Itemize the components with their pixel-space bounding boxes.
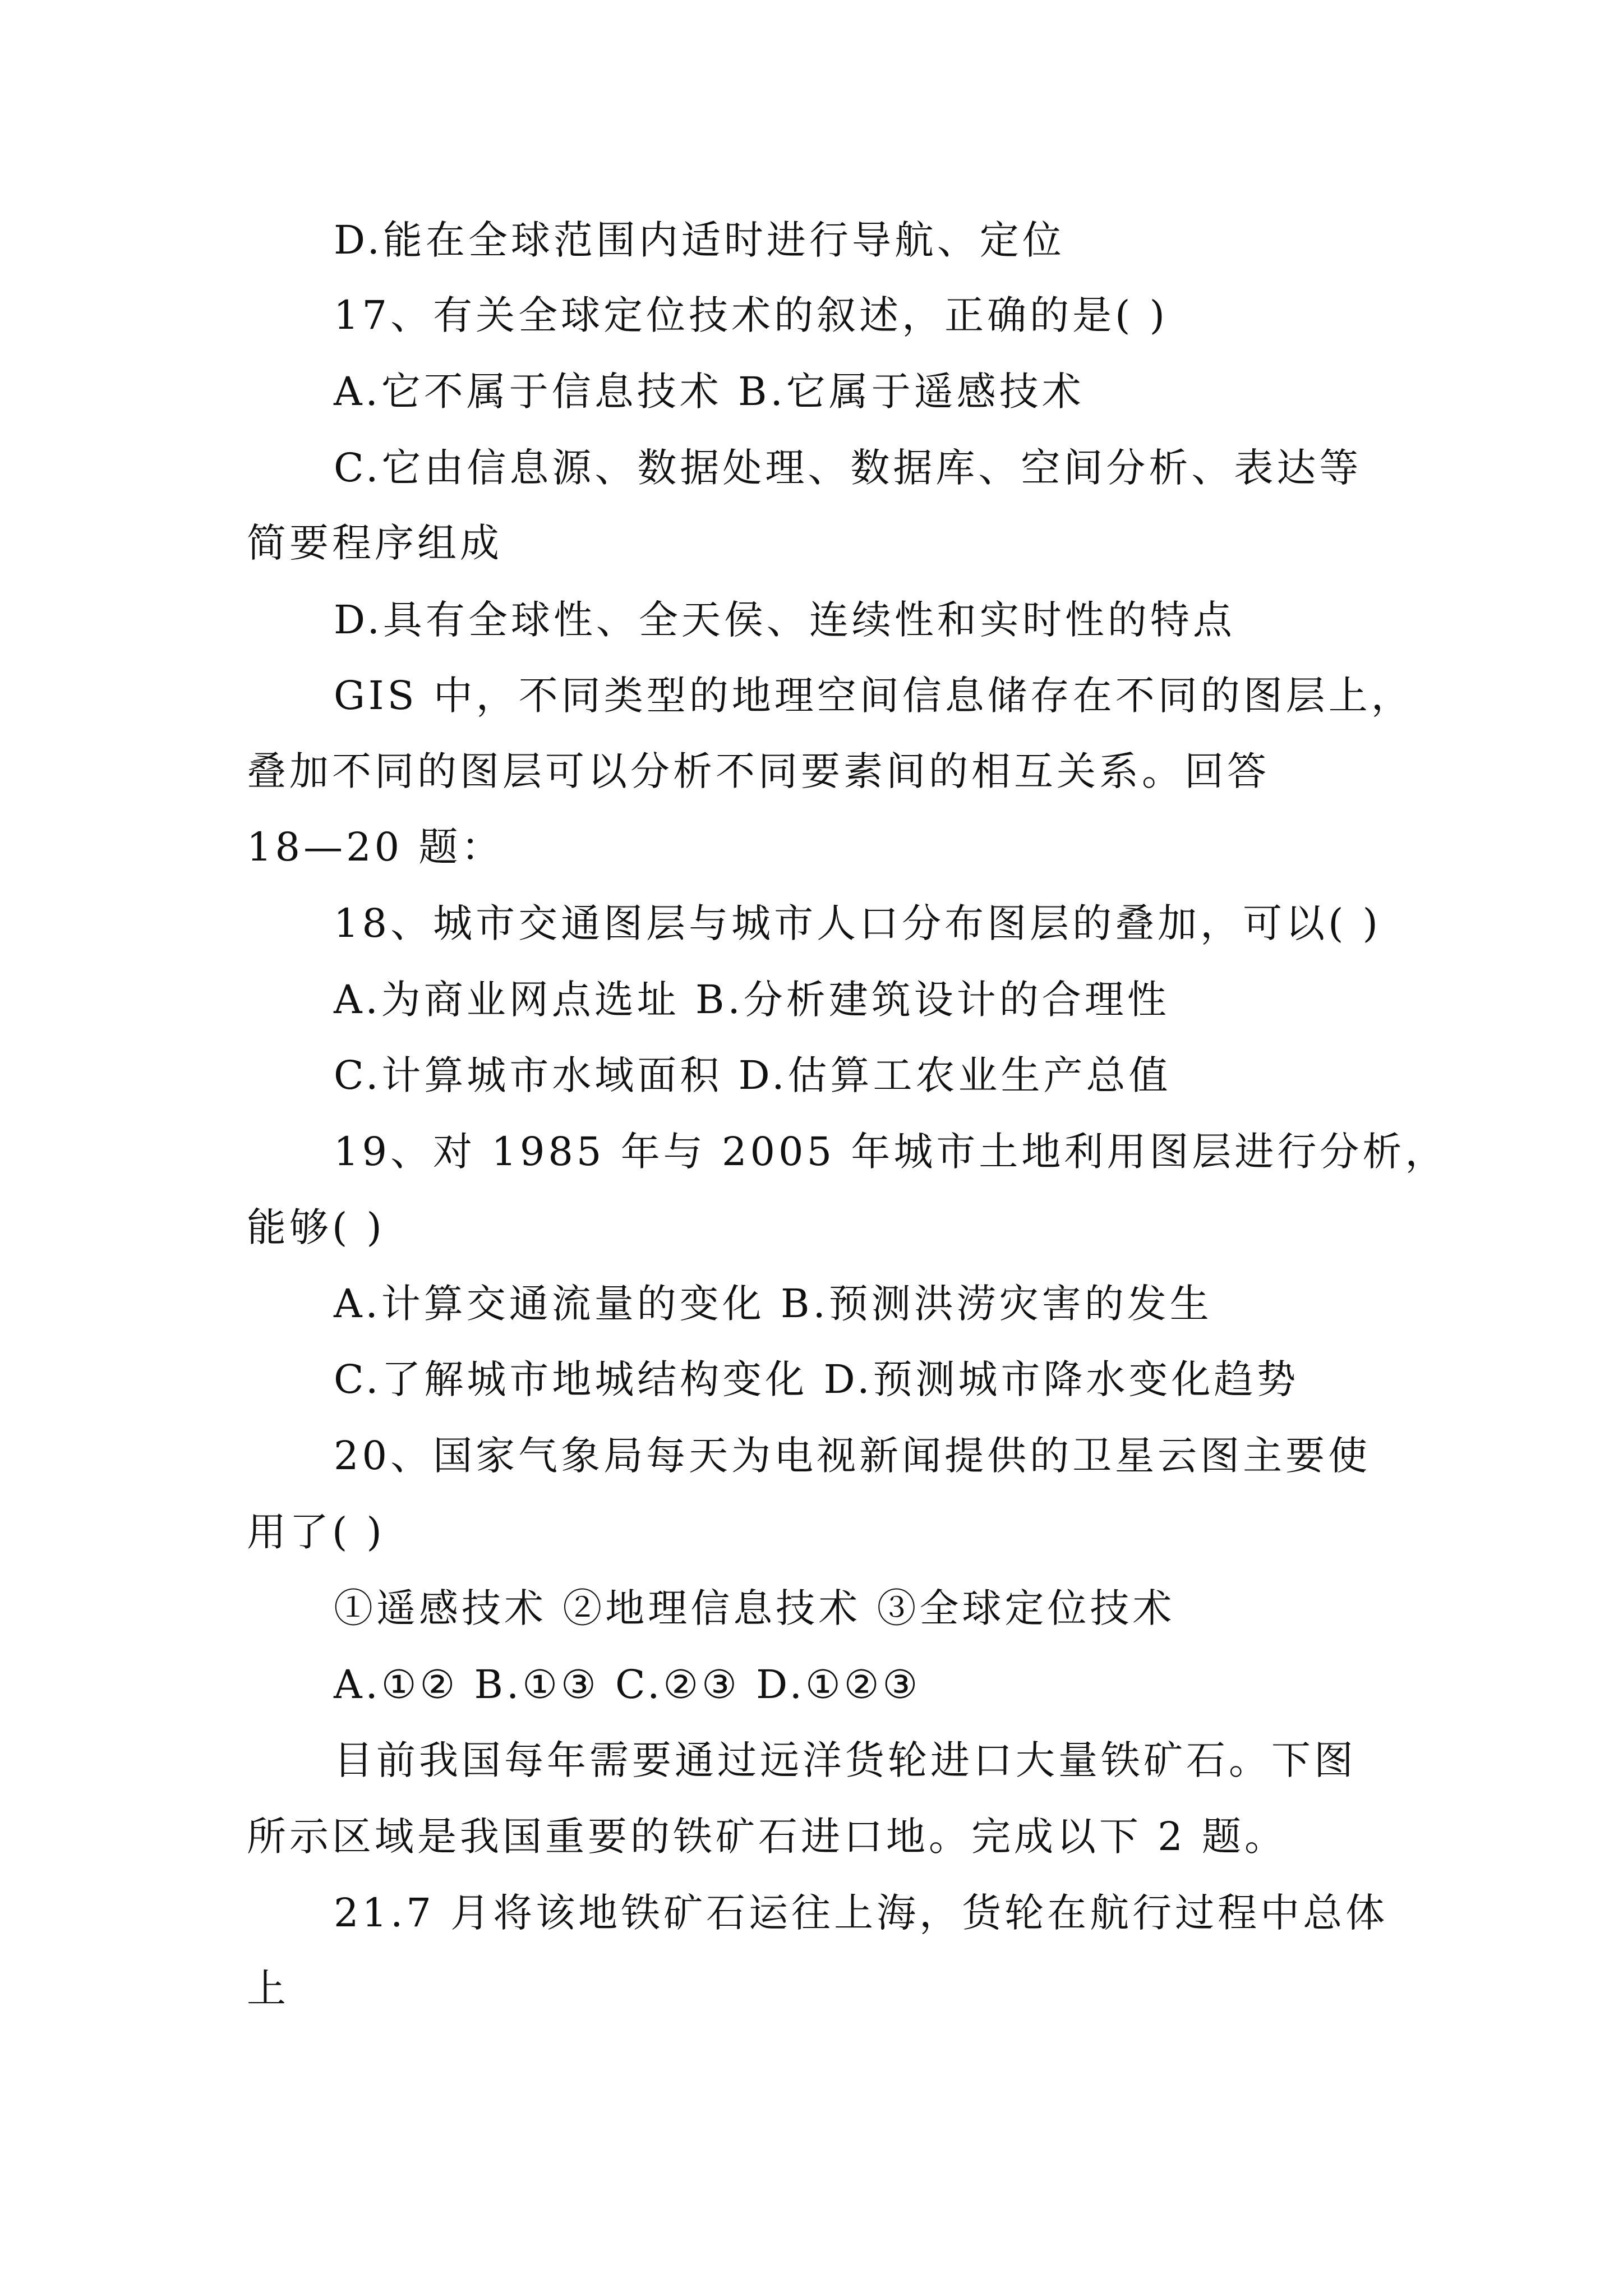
question-17-option-c-cont: 简要程序组成 [247,520,502,566]
gis-passage-line-2: 叠加不同的图层可以分析不同要素间的相互关系。回答 [247,748,1270,794]
question-19-cont: 能够( ) [247,1204,385,1250]
question-18: 18、城市交通图层与城市人口分布图层的叠加，可以( ) [334,900,1381,946]
question-20-items: ①遥感技术 ②地理信息技术 ③全球定位技术 [334,1585,1175,1631]
question-20-options: A.①② B.①③ C.②③ D.①②③ [334,1662,921,1708]
question-18-options-cd: C.计算城市水域面积 D.估算工农业生产总值 [334,1052,1172,1098]
question-19-options-cd: C.了解城市地城结构变化 D.预测城市降水变化趋势 [334,1356,1299,1402]
gis-passage-line-3: 18—20 题： [247,824,504,870]
gis-passage-line-1: GIS 中，不同类型的地理空间信息储存在不同的图层上， [334,673,1414,719]
question-17-option-d: D.具有全球性、全天侯、连续性和实时性的特点 [334,597,1235,643]
question-20-cont: 用了( ) [247,1509,385,1555]
question-21-cont: 上 [247,1966,289,2012]
question-17: 17、有关全球定位技术的叙述，正确的是( ) [334,292,1168,338]
question-20: 20、国家气象局每天为电视新闻提供的卫星云图主要使 [334,1433,1371,1479]
question-19-options-ab: A.计算交通流量的变化 B.预测洪涝灾害的发生 [334,1281,1212,1327]
question-17-option-c: C.它由信息源、数据处理、数据库、空间分析、表达等 [334,445,1362,491]
question-18-options-ab: A.为商业网点选址 B.分析建筑设计的合理性 [334,977,1170,1023]
iron-ore-passage-line-1: 目前我国每年需要通过远洋货轮进口大量铁矿石。下图 [334,1737,1357,1783]
question-17-options-ab: A.它不属于信息技术 B.它属于遥感技术 [334,369,1085,415]
iron-ore-passage-line-2: 所示区域是我国重要的铁矿石进口地。完成以下 2 题。 [247,1814,1288,1860]
question-19: 19、对 1985 年与 2005 年城市土地利用图层进行分析， [334,1129,1448,1175]
text-line-option-d-16: D.能在全球范围内适时进行导航、定位 [334,217,1065,263]
question-21: 21.7 月将该地铁矿石运往上海，货轮在航行过程中总体 [334,1890,1389,1936]
